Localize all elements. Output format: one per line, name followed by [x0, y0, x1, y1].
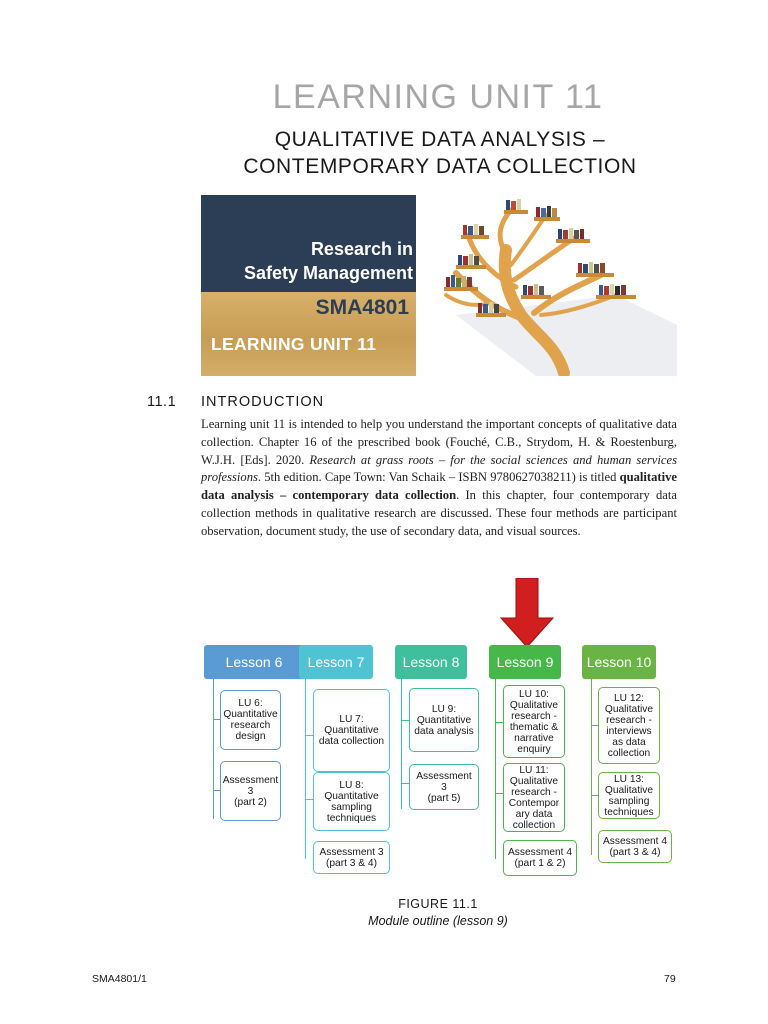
assessment-3-part5-card: Assessment 3 (part 5)	[409, 764, 479, 810]
lesson-8-box: Lesson 8	[395, 645, 467, 679]
intro-paragraph	[201, 416, 677, 541]
lesson-6-box: Lesson 6	[204, 645, 304, 679]
current-lesson-arrow-icon	[500, 578, 554, 648]
lesson-9-box: Lesson 9	[489, 645, 561, 679]
lesson-6-branch-1	[213, 719, 220, 720]
banner-title	[213, 237, 413, 285]
assessment-3-part2-card: Assessment 3 (part 2)	[220, 761, 281, 821]
footer-page-number: 79	[664, 973, 676, 985]
lesson-8-connector	[401, 679, 402, 809]
lesson-10-branch-2	[591, 795, 598, 796]
lesson-7-branch-1	[305, 735, 313, 736]
intro-text-part2: . 5th edition. Cape Town: Van Schaik – ISBN 9780627038211) is titled	[257, 470, 620, 485]
section-number: 11.1	[147, 394, 177, 410]
bookshelf-tree-icon	[416, 195, 677, 376]
lesson-10-branch-1	[591, 725, 598, 726]
lu10-card: LU 10: Qualitative research - thematic & narrative enquiry	[503, 685, 565, 758]
unit-title: LEARNING UNIT 11	[272, 78, 604, 116]
lu11-card: LU 11: Qualitative research - Contempor ary data collection	[503, 763, 565, 832]
assessment-4-part1-2-card: Assessment 4 (part 1 & 2)	[503, 840, 577, 876]
banner-title-line1: Research in	[310, 239, 413, 259]
intro-text-part3: . In this chapter, four contemporary data collection methods in qualitative research are discussed. These four methods are participant observation, document study, the use of secondary data, and visual sources.	[201, 488, 677, 538]
lesson-6-branch-2	[213, 790, 220, 791]
banner-course-code: SMA4801	[315, 296, 409, 319]
intro-chapter-title: qualitative data analysis – contemporary data collection	[201, 470, 677, 503]
banner-unit-label: LEARNING UNIT 11	[211, 334, 377, 354]
lu9-card: LU 9: Quantitative data analysis	[409, 688, 479, 752]
lesson-7-connector	[305, 679, 306, 859]
lesson-8-branch-2	[401, 783, 409, 784]
lesson-10-connector	[591, 679, 592, 855]
section-title: INTRODUCTION	[201, 394, 325, 410]
lesson-9-branch-1	[495, 722, 503, 723]
banner-title-line2: Safety Management	[243, 263, 413, 283]
assessment-4-part3-4-card: Assessment 4 (part 3 & 4)	[598, 830, 672, 863]
lesson-8-branch-1	[401, 720, 409, 721]
lu13-card: LU 13: Qualitative sampling techniques	[598, 772, 660, 819]
assessment-3-part3-4-card: Assessment 3 (part 3 & 4)	[313, 841, 390, 874]
lu12-card: LU 12: Qualitative research - interviews as data collection	[598, 687, 660, 764]
lesson-9-branch-2	[495, 793, 503, 794]
unit-subtitle-line1: QUALITATIVE DATA ANALYSIS –	[274, 128, 606, 151]
figure-caption: Module outline (lesson 9)	[368, 914, 508, 928]
intro-book-title: Research at grass roots – for the social sciences and human services professions	[201, 452, 677, 485]
lesson-7-branch-2	[305, 799, 313, 800]
lesson-6-connector	[213, 679, 214, 819]
lu8-card: LU 8: Quantitative sampling techniques	[313, 772, 390, 831]
footer-module-code: SMA4801/1	[92, 973, 147, 985]
intro-text-part1: Learning unit 11 is intended to help you understand the important concepts of qualitative data collection. Chapter 16 of the prescribed book (Fouché, C.B., Strydom, H. & Roestenburg, W.J.H. [Eds]. 2020.	[201, 417, 677, 467]
lesson-7-box: Lesson 7	[299, 645, 373, 679]
figure-label: FIGURE 11.1	[398, 897, 478, 911]
lesson-9-connector	[495, 679, 496, 859]
course-banner	[201, 195, 677, 376]
lesson-10-box: Lesson 10	[582, 645, 656, 679]
lu6-card: LU 6: Quantitative research design	[220, 690, 281, 750]
module-outline-diagram	[200, 575, 680, 885]
unit-subtitle-line2: CONTEMPORARY DATA COLLECTION	[243, 155, 637, 178]
lu7-card: LU 7: Quantitative data collection	[313, 689, 390, 772]
